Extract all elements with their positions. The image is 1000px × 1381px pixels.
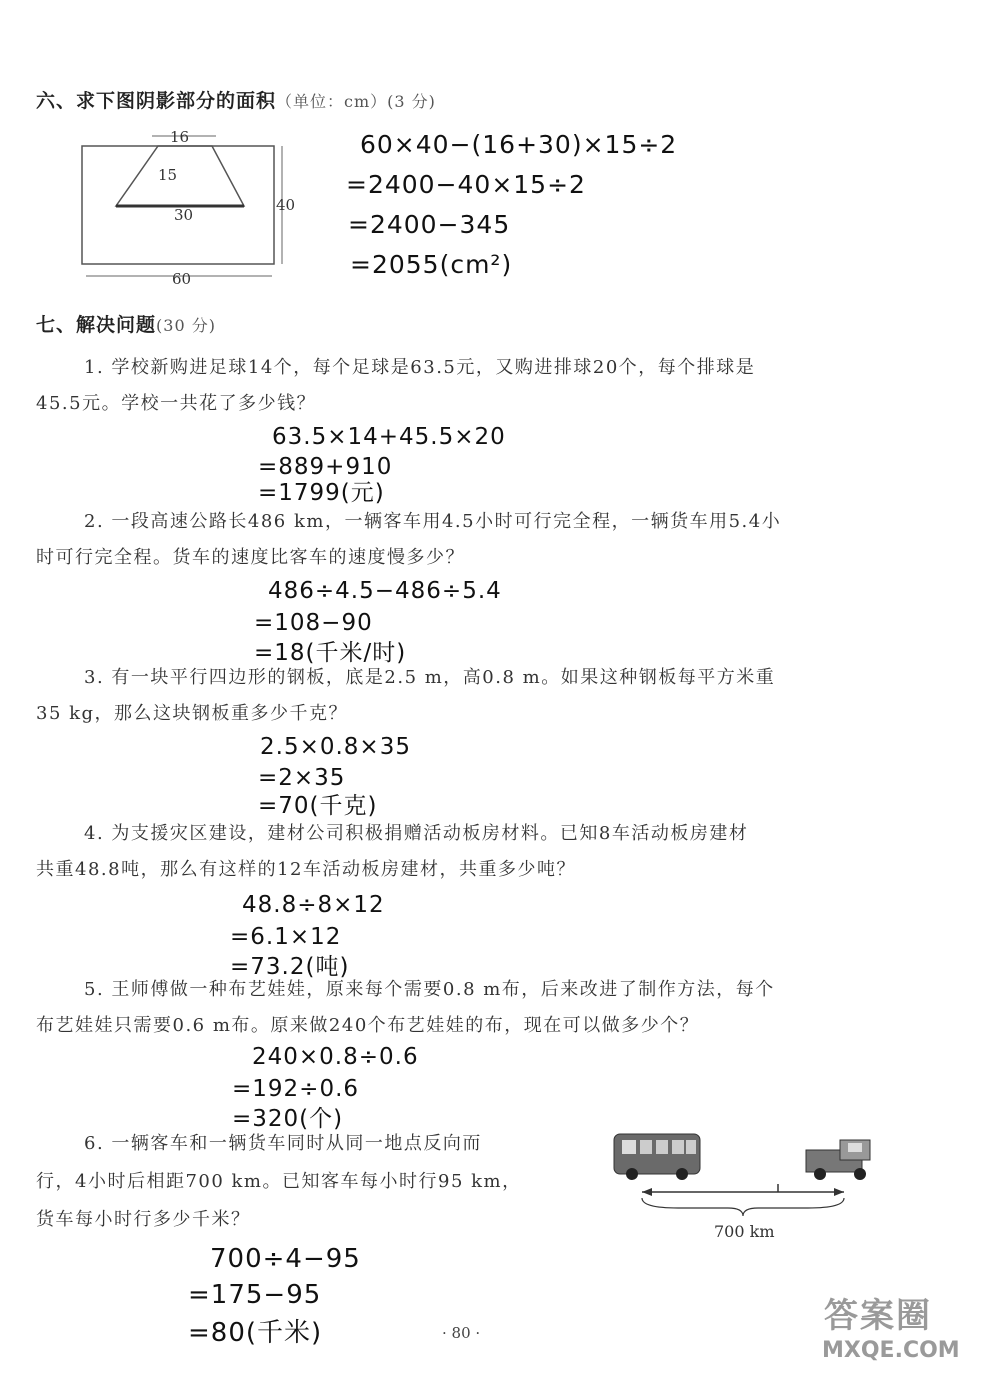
problem-5-answer (232, 1040, 419, 1134)
watermark-logo-text: 答案圈 (824, 1296, 932, 1336)
bus-image (614, 1134, 700, 1180)
watermark-site-text: MXQE.COM (822, 1338, 960, 1363)
watermark-logo (824, 1288, 932, 1337)
solution-line: =2400−40×15÷2 (346, 170, 586, 199)
answer-line: =70(千克) (258, 793, 378, 819)
trapezoid-shape (116, 146, 244, 206)
dim-label-40: 40 (276, 196, 296, 214)
dim-label-60: 60 (172, 270, 192, 288)
section7-title (36, 310, 216, 337)
answer-line: =73.2(吨) (230, 954, 350, 980)
answer-line: =2×35 (258, 765, 346, 791)
left-arrow-icon (642, 1188, 652, 1196)
dim-label-30: 30 (174, 206, 194, 224)
problem-3-line1: 3. 有一块平行四边形的钢板，底是2.5 m，高0.8 m。如果这种钢板每平方米重 (84, 667, 776, 688)
problem-4-text (36, 818, 896, 886)
answer-line: =320(个) (232, 1106, 344, 1132)
section6-title-text: 六、求下图阴影部分的面积 (36, 90, 277, 112)
answer-line: =108−90 (254, 610, 373, 636)
problem-2-text (36, 506, 896, 574)
dim-label-15: 15 (158, 166, 178, 184)
problem-6-line2: 行，4小时后相距700 km。已知客车每小时行95 km， (36, 1171, 522, 1192)
problem-4-line1: 4. 为支援灾区建设，建材公司积极捐赠活动板房材料。已知8车活动板房建材 (84, 823, 749, 844)
answer-line: =192÷0.6 (232, 1076, 360, 1102)
problem-4-answer (230, 888, 385, 982)
problem-6-answer (188, 1242, 361, 1352)
answer-line: 2.5×0.8×35 (260, 734, 411, 760)
distance-brace (642, 1198, 844, 1216)
answer-line: 700÷4−95 (210, 1244, 361, 1274)
problem-1-answer (258, 420, 506, 506)
section7-title-text: 七、解决问题 (36, 314, 157, 336)
problem-4-line2: 共重48.8吨，那么有这样的12车活动板房建材，共重多少吨？ (36, 859, 576, 880)
section6-title (36, 86, 436, 113)
solution-line: =2055(cm²) (350, 250, 513, 279)
answer-line: 240×0.8÷0.6 (252, 1044, 419, 1070)
dim-label-16: 16 (170, 128, 190, 146)
answer-line: =1799(元) (258, 480, 385, 506)
answer-line: =80(千米) (188, 1318, 323, 1348)
solution-line: =2400−345 (348, 210, 511, 239)
problem-3-line2: 35 kg，那么这块钢板重多少千克？ (36, 703, 349, 724)
problem-6-line3: 货车每小时行多少千米？ (36, 1209, 251, 1230)
answer-line: =175−95 (188, 1280, 322, 1310)
answer-line: 486÷4.5−486÷5.4 (268, 578, 502, 604)
watermark-site (822, 1338, 960, 1363)
problem-1-line2: 45.5元。学校一共花了多少钱？ (36, 393, 317, 414)
problem-2-line2: 时可行完全程。货车的速度比客车的速度慢多少？ (36, 547, 465, 568)
answer-line: 63.5×14+45.5×20 (272, 424, 506, 450)
answer-line: =18(千米/时) (254, 640, 407, 666)
solution-line: 60×40−(16+30)×15÷2 (360, 130, 678, 159)
problem-2-line1: 2. 一段高速公路长486 km，一辆客车用4.5小时可行完全程，一辆货车用5.4小 (84, 511, 782, 532)
answer-line: 48.8÷8×12 (242, 892, 385, 918)
problem-6-line1: 6. 一辆客车和一辆货车同时从同一地点反向而 (84, 1133, 482, 1154)
section6-solution (346, 128, 678, 282)
problem-5-text (36, 974, 896, 1042)
problem-5-line2: 布艺娃娃只需要0.6 m布。原来做240个布艺娃娃的布，现在可以做多少个？ (36, 1015, 700, 1036)
section6-score: （单位：cm）(3 分) (276, 92, 436, 111)
problem-5-line1: 5. 王师傅做一种布艺娃娃，原来每个需要0.8 m布，后来改进了制作方法，每个 (84, 979, 775, 1000)
problem-1-text (36, 352, 896, 420)
answer-line: =889+910 (258, 454, 393, 480)
answer-line: =6.1×12 (230, 924, 342, 950)
distance-label: 700 km (714, 1222, 775, 1241)
problem-3-text (36, 662, 896, 730)
problem-6-text (36, 1128, 616, 1236)
section7-score: (30 分) (156, 316, 216, 335)
vehicles-illustration (608, 1128, 898, 1218)
truck-image (806, 1140, 870, 1180)
problem-1-line1: 1. 学校新购进足球14个，每个足球是63.5元，又购进排球20个，每个排球是 (84, 357, 756, 378)
right-arrow-icon (834, 1188, 844, 1196)
problem-3-answer (258, 730, 411, 820)
problem-2-answer (254, 574, 502, 668)
page-number: · 80 · (442, 1324, 481, 1342)
